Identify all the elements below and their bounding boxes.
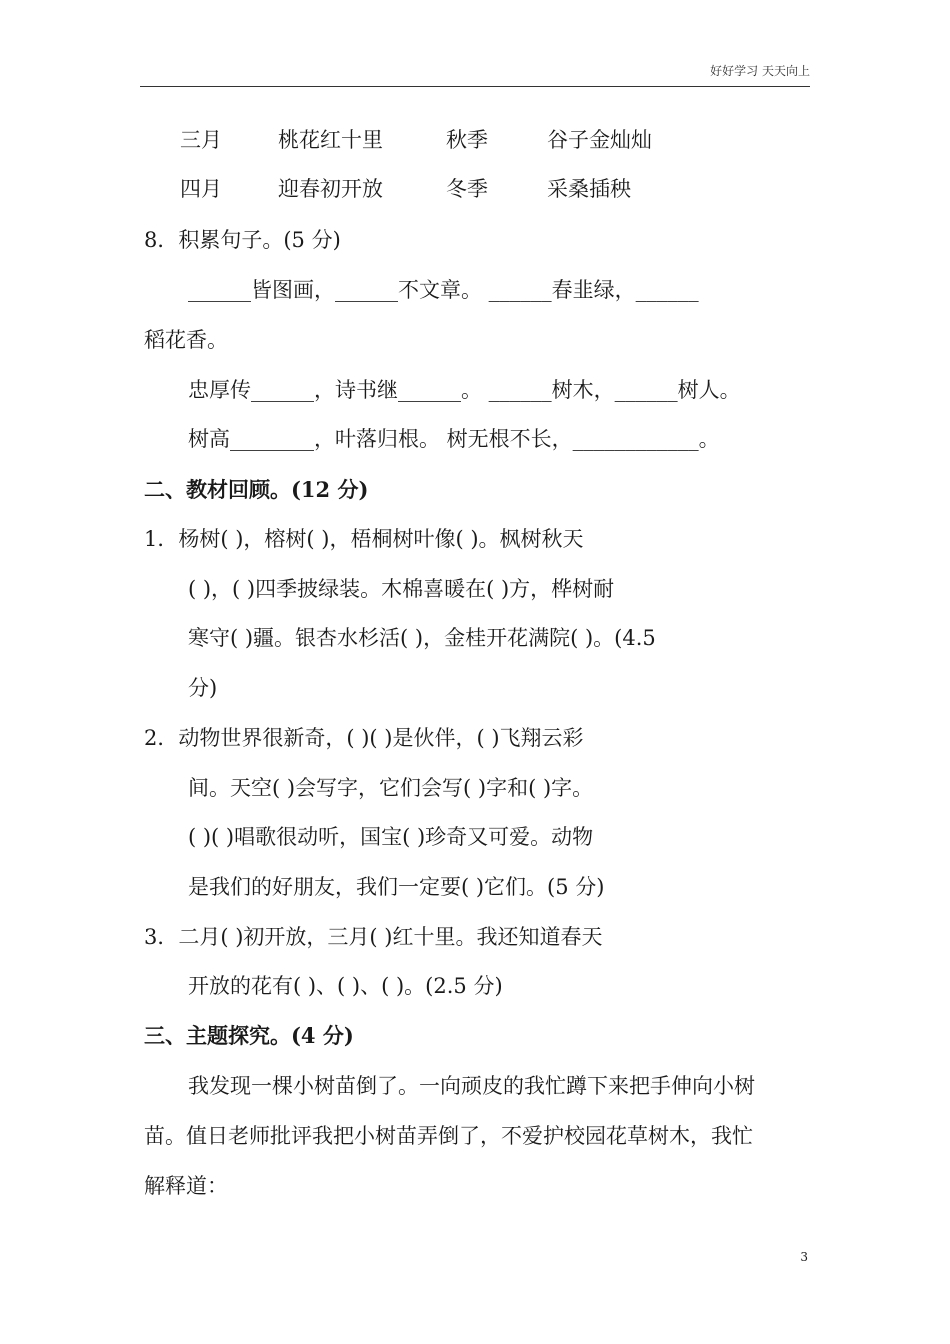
section-2-q2-line: 是我们的好朋友，我们一定要( )它们。(5 分) <box>188 875 605 899</box>
section-2-q2-line: 间。天空( )会写字，它们会写( )字和( )字。 <box>188 776 594 800</box>
table-cell: 采桑插秧 <box>547 177 631 201</box>
section-3-title: 三、主题探究。(4 分) <box>144 1023 354 1048</box>
table-cell: 三月 <box>180 128 222 152</box>
section-2-title: 二、教材回顾。(12 分) <box>144 477 369 502</box>
question-8-line: 忠厚传______，诗书继______。 ______树木，______树人。 <box>188 378 741 402</box>
section-3-paragraph-line: 解释道： <box>144 1174 228 1198</box>
section-2-q1-line: 寒守( )疆。银杏水杉活( )，金桂开花满院( )。(4.5 <box>188 626 656 650</box>
question-8-line: 树高________，叶落归根。 树无根不长，____________。 <box>188 427 720 451</box>
table-cell: 秋季 <box>446 128 488 152</box>
page-number: 3 <box>800 1250 808 1264</box>
question-8-line: 稻花香。 <box>144 328 228 352</box>
table-cell: 谷子金灿灿 <box>547 128 652 152</box>
section-2-q1-line: 1．杨树( )，榕树( )，梧桐树叶像( )。枫树秋天 <box>144 527 584 551</box>
question-8-line: ______皆图画，______不文章。 ______春韭绿，______ <box>188 278 699 302</box>
section-3-paragraph-line: 苗。值日老师批评我把小树苗弄倒了，不爱护校园花草树木，我忙 <box>144 1124 753 1148</box>
section-2-q2-line: 2．动物世界很新奇，( )( )是伙伴，( )飞翔云彩 <box>144 726 584 750</box>
section-2-q3-line: 开放的花有( )、( )、( )。(2.5 分) <box>188 974 503 998</box>
section-2-q3-line: 3．二月( )初开放，三月( )红十里。我还知道春天 <box>144 925 603 949</box>
section-2-q1-line: ( )，( )四季披绿装。木棉喜暖在( )方，桦树耐 <box>188 577 615 601</box>
header-motto: 好好学习 天天向上 <box>710 64 810 78</box>
question-8-title: 8．积累句子。(5 分) <box>144 228 341 252</box>
header-rule <box>140 86 810 87</box>
table-cell: 迎春初开放 <box>278 177 383 201</box>
table-cell: 冬季 <box>446 177 488 201</box>
table-cell: 桃花红十里 <box>278 128 383 152</box>
table-cell: 四月 <box>180 177 222 201</box>
section-3-paragraph-line: 我发现一棵小树苗倒了。一向顽皮的我忙蹲下来把手伸向小树 <box>188 1074 755 1098</box>
section-2-q1-line: 分) <box>188 676 218 700</box>
section-2-q2-line: ( )( )唱歌很动听，国宝( )珍奇又可爱。动物 <box>188 825 594 849</box>
